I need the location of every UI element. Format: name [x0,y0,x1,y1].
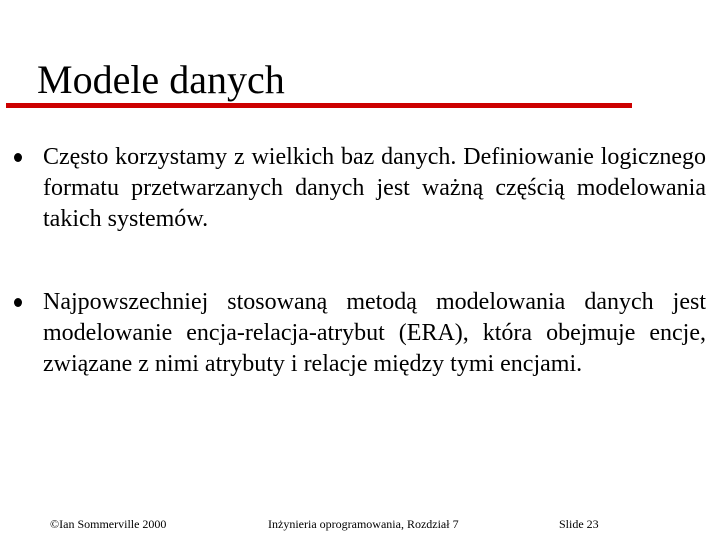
bullet-dot-icon [14,298,22,307]
footer-course: Inżynieria oprogramowania, Rozdział 7 [268,517,459,531]
slide-title: Modele danych [37,57,285,102]
bullet-dot-icon [14,153,22,162]
footer-copyright: ©Ian Sommerville 2000 [50,517,167,531]
bullet-text: Najpowszechniej stosowaną metodą modelowania danych jest modelowanie encja-relacja-atrybut (ERA), która obejmuje encje, związane z nimi atrybuty i relacje między tymi encjami. [43,289,706,377]
bullet-text: Często korzystamy z wielkich baz danych. Definiowanie logicznego formatu przetwarzanych danych jest ważną częścią modelowania takich systemów. [43,144,706,232]
footer-slide-number: Slide 23 [559,517,599,531]
